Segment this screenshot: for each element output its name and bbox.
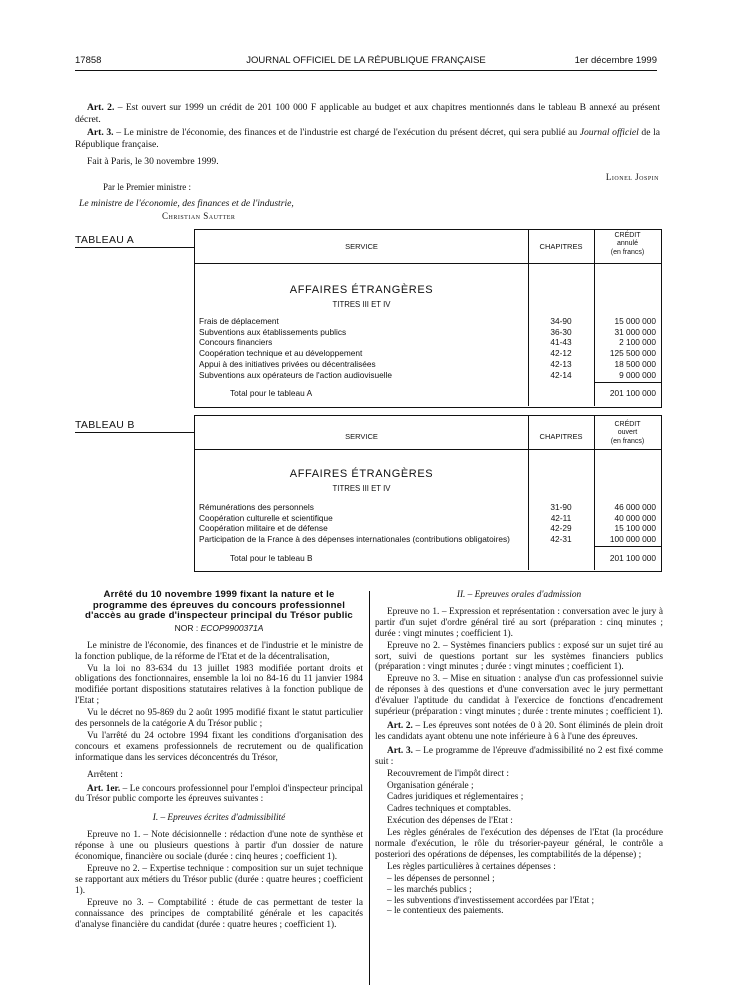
minister-name: Christian Sautter [162,211,236,221]
vu-paragraph-1: Vu la loi no 83-634 du 13 juillet 1983 modifiée portant droits et obligations des fonctionnaires, ensemble la loi no 84-16 du 11 janvier 1984 modifiée portant dispositions statutaires relatives à la fonction publique de l'Etat ; [75,663,363,707]
row-chapitre: 41-43 [550,337,572,348]
section-heading-text: II. – Epreuves orales d'admission [456,590,582,600]
row-label-text: Coopération militaire et de défense [199,523,328,534]
row-montant: 9 000 000 [619,369,656,380]
nor-reference [75,623,363,634]
row-chapitre: 42-29 [550,523,572,534]
written-exam-1: Epreuve no 1. – Note décisionnelle : rédaction d'une note de synthèse et réponse à une ou plusieurs questions à partir d'un dossier de nature économique, financière ou sociale (durée : cinq heures ; coefficient 1). [75,830,363,863]
article-text: – Le programme de l'épreuve d'admissibilité no 2 est fixé comme suit : [375,745,663,767]
table-row [195,370,661,380]
row-label [199,316,524,326]
total-amount: 201 100 000 [609,553,656,563]
table-row [195,316,661,326]
article-text: – Le ministre de l'économie, des finances et de l'industrie est chargé de l'exécution du présent décret, qui sera publié au [113,127,580,138]
arrete-title: Arrêté du 10 novembre 1999 fixant la nature et le programme des épreuves du concours professionnel d'accès au grade d'inspecteur principal du Trésor public [85,589,353,622]
row-chapitre: 42-11 [550,512,572,523]
row-label [199,502,524,512]
col-credit-line3: (en francs) [610,437,645,445]
row-label-text: Participation de la France à des dépenses internationales (contributions obligatoires) [199,534,510,545]
section-2-heading [375,590,663,601]
col-credit [594,421,661,446]
row-label-text: Rémunérations des personnels [199,502,314,512]
bullet-item: – les dépenses de personnel ; [387,873,495,884]
col-credit [594,232,661,257]
section-title: AFFAIRES ÉTRANGÈRES [289,284,434,296]
table-row [195,502,661,512]
signatory-pm: Lionel Jospin [605,172,659,182]
row-label-text: Subventions aux établissements publics [199,326,347,337]
program-item: Cadres juridiques et réglementaires ; [387,792,524,803]
oral-exam-3: Epreuve no 3. – Mise en situation : analyse d'un cas professionnel suivie de réponses à des questions et d'une conversation avec le jury permettant d'évaluer l'aptitude du candidat à l'exercice de fonctions d'encadrement supérieur (préparation : vingt minutes ; durée : trente minutes ; coefficient 1). [375,674,663,718]
intro-paragraph: Le ministre de l'économie, des finances et de l'industrie et le ministre de la fonction publique, de la réforme de l'Etat et de la décentralisation, [75,640,363,662]
table-row [195,348,661,358]
col-credit-line2: ouvert [617,429,638,437]
col-chapitres: CHAPITRES [539,242,583,251]
minister-title: Le ministre de l'économie, des finances et de l'industrie, [79,198,294,209]
issue-date: 1er décembre 1999 [574,55,657,66]
total-rule [594,382,661,383]
article-text: de la République française. [75,127,660,150]
row-chapitre: 42-12 [550,348,572,359]
row-chapitre: 36-30 [550,326,572,337]
tableau-b-underline [75,432,195,433]
row-label [199,534,524,544]
row-chapitre: 42-13 [550,358,572,369]
row-montant: 46 000 000 [614,502,656,512]
table-body [195,264,661,406]
col-credit-line1: CRÉDIT [614,421,641,428]
tableau-a-underline [75,247,195,248]
section-1-heading [75,813,363,824]
row-montant: 40 000 000 [614,512,656,523]
row-montant: 15 100 000 [614,523,656,534]
nor-code: ECOP9900371A [200,622,264,633]
row-montant: 2 100 000 [619,337,656,348]
vu-paragraph-3: Vu l'arrêté du 24 octobre 1994 fixant les conditions d'organisation des concours et examens professionnels de recrutement ou de qualification informatique dans les services déconcentrés du Trésor, [75,730,363,763]
row-label-text: Appui à des initiatives privées ou décentralisées [199,358,376,369]
table-row [195,327,661,337]
row-label [199,370,524,380]
page-header [75,55,657,69]
total-amount: 201 100 000 [609,388,656,398]
program-item: Les règles générales de l'exécution des dépenses de l'Etat (la procédure normale d'exécution, le rôle du trésorier-payeur général, le contrôle a posteriori des opérations de dépenses, les comptabilités de la dépense) ; [375,828,663,860]
row-label [199,513,524,523]
by-pm: Par le Premier ministre : [103,182,191,192]
row-label-text: Frais de déplacement [199,316,279,326]
oral-exam-1: Epreuve no 1. – Expression et représentation : conversation avec le jury à partir d'un sujet d'ordre général tiré au sort (préparation : cinq minutes ; durée : vingt minutes ; coefficient 1). [375,606,663,639]
section-subtitle: TITRES III ET IV [332,300,391,309]
tableau-b [194,415,662,572]
done-at: Fait à Paris, le 30 novembre 1999. [87,156,219,167]
section-title: AFFAIRES ÉTRANGÈRES [289,468,434,480]
row-label [199,337,524,347]
row-label [199,327,524,337]
section-subtitle: TITRES III ET IV [332,484,391,493]
article-3 [375,746,663,768]
row-label-text: Coopération technique et au développement [199,348,363,359]
decree-article-2 [75,102,660,125]
written-exam-2: Epreuve no 2. – Expertise technique : composition sur un sujet technique se rapportant aux métiers du Trésor public (durée : quatre heures ; coefficient 1). [75,864,363,896]
page-number: 17858 [75,55,102,66]
row-label-text: Subventions aux opérateurs de l'action audiovisuelle [199,369,392,380]
table-row [195,534,661,544]
row-label [199,523,524,533]
program-item: Organisation générale ; [387,780,474,791]
oral-exam-2: Epreuve no 2. – Systèmes financiers publics : exposé sur un sujet tiré au sort, suivi de questions portant sur les systèmes financiers publics (préparation : vingt minutes ; durée : vingt minutes ; coefficient 1). [375,640,663,673]
row-montant: 31 000 000 [614,326,656,337]
row-montant: 100 000 000 [609,534,656,545]
row-chapitre: 34-90 [550,316,572,326]
article-2 [375,721,663,743]
bullet-item: – les subventions d'investissement accordées par l'Etat ; [387,895,595,906]
col-credit-line2: annulé [616,240,639,248]
article-label: Art. 3. [387,745,413,756]
col-credit-line3: (en francs) [610,248,645,256]
row-label-text: Coopération culturelle et scientifique [199,512,333,523]
col-service: SERVICE [345,242,378,251]
row-chapitre: 31-90 [550,502,572,512]
program-item: Les règles particulières à certaines dépenses : [387,861,556,872]
table-row [195,523,661,533]
total-label: Total pour le tableau A [230,388,313,398]
journal-title: JOURNAL OFFICIEL DE LA RÉPUBLIQUE FRANÇAISE [246,55,486,66]
journal-name: Journal officiel [579,127,639,138]
tableau-a [194,229,662,408]
row-chapitre: 42-31 [550,534,572,545]
table-header [195,416,661,450]
article-text: – Les épreuves sont notées de 0 à 20. Sont éliminés de plein droit les candidats ayant obtenu une note inférieure à 6 à l'une des épreuves. [375,720,663,742]
nor-label: NOR : [174,622,201,633]
article-label: Art. 2. [87,102,115,113]
program-item: Recouvrement de l'impôt direct : [387,768,509,779]
row-montant: 15 000 000 [614,316,656,326]
left-column [75,590,363,931]
article-text: – Le concours professionnel pour l'emploi d'inspecteur principal du Trésor public comporte les épreuves suivantes : [75,783,363,805]
right-column [375,590,663,917]
article-1 [75,784,363,806]
total-label: Total pour le tableau B [230,553,313,563]
article-label: Art. 1er. [87,783,121,794]
article-label: Art. 2. [387,720,413,731]
section-heading-text: I. – Epreuves écrites d'admissibilité [152,813,286,824]
table-body [195,450,661,570]
article-text: – Est ouvert sur 1999 un crédit de 201 100 000 F applicable au budget et aux chapitres mentionnés dans le tableau B annexé au présent décret. [75,102,660,125]
table-row [195,337,661,347]
vu-paragraph-2: Vu le décret no 95-869 du 2 août 1995 modifié fixant le statut particulier des personnels de la catégorie A du Trésor public ; [75,708,363,730]
col-chapitres: CHAPITRES [539,432,583,441]
row-montant: 18 500 000 [614,358,656,369]
bullet-item: – les marchés publics ; [387,884,472,895]
table-row [195,359,661,369]
decree-article-3 [75,127,660,150]
bullet-item: – le contentieux des paiements. [387,906,504,917]
program-item: Exécution des dépenses de l'Etat : [387,816,513,827]
article-label: Art. 3. [87,127,114,138]
column-separator [369,591,370,985]
row-chapitre: 42-14 [550,369,572,380]
table-row [195,513,661,523]
col-credit-line1: CRÉDIT [614,232,641,239]
program-item: Cadres techniques et comptables. [387,804,511,815]
header-rule [75,70,657,71]
table-header [195,230,661,264]
tableau-a-label: TABLEAU A [75,234,135,246]
arretent: Arrêtent : [87,769,123,780]
row-label [199,348,524,358]
written-exam-3: Epreuve no 3. – Comptabilité : étude de cas permettant de tester la connaissance des principes de comptabilité générale et les capacités d'analyse financière du candidat (durée : quatre heures ; coefficient 1). [75,897,363,930]
row-label [199,359,524,369]
row-montant: 125 500 000 [609,348,656,359]
tableau-b-label: TABLEAU B [75,419,135,431]
total-rule [594,546,661,547]
col-service: SERVICE [345,432,378,441]
row-label-text: Concours financiers [199,337,273,348]
